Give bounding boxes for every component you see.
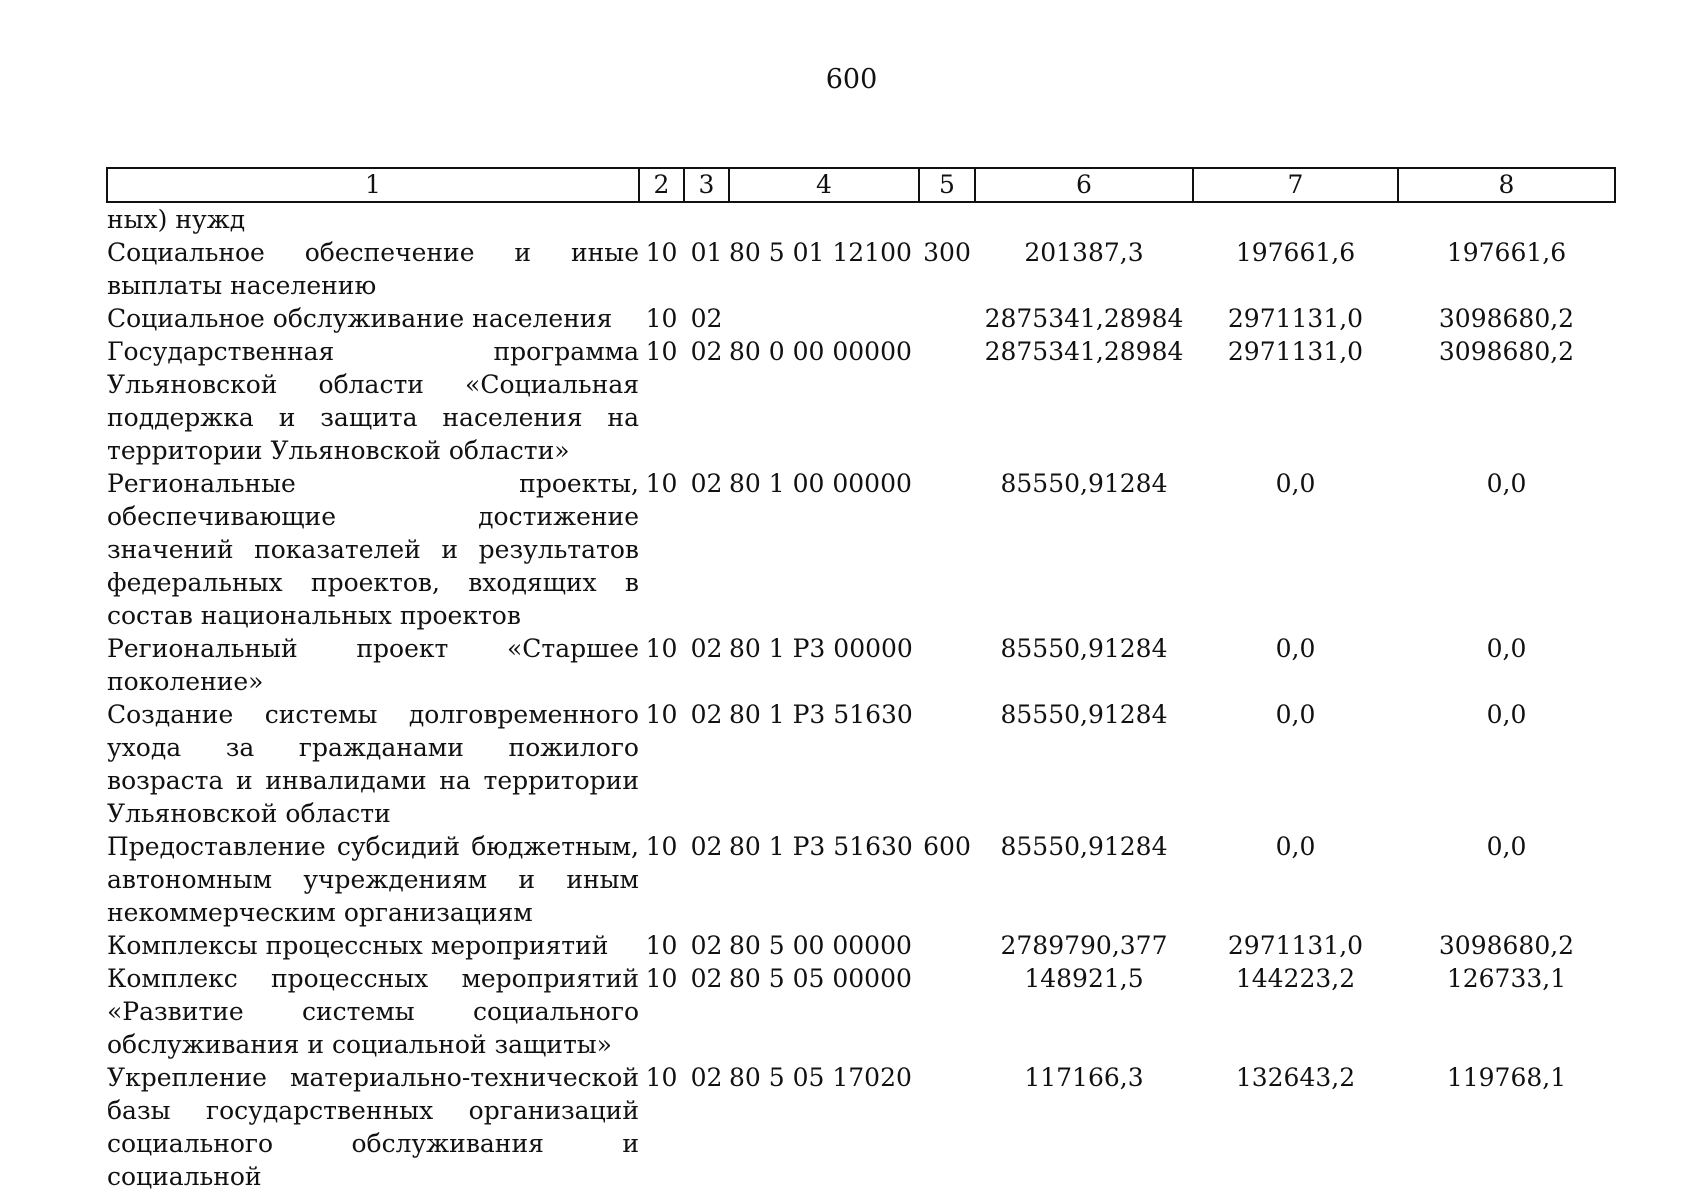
amount-col-7: [1193, 202, 1398, 236]
expense-type-code: [919, 1061, 975, 1193]
page-number: 600: [825, 64, 878, 95]
column-header-7: 7: [1193, 168, 1398, 202]
row-name: Комплексы процессных мероприятий: [107, 931, 609, 960]
expense-type-code: 300: [923, 238, 971, 267]
section-code: 10: [645, 304, 678, 333]
table-row: [107, 335, 1615, 467]
expense-type-code: 600: [923, 832, 971, 861]
section-code: 10: [645, 931, 678, 960]
row-name: Региональные проекты, обеспечивающие достижение значений показателей и результатов федеральных проектов, входящих в состав национальных проектов: [107, 469, 639, 630]
amount-col-8: 0,0: [1486, 469, 1527, 498]
subsection-code: 02: [690, 832, 723, 861]
target-article-code: 80 1 P3 00000: [729, 634, 913, 663]
subsection-code: 02: [690, 700, 723, 729]
subsection-code: 02: [690, 469, 723, 498]
target-article-code: 80 1 P3 51630: [729, 700, 913, 729]
column-header-4: 4: [729, 168, 919, 202]
subsection-code: 01: [690, 238, 723, 267]
expense-type-code: [919, 929, 975, 962]
amount-col-6: 85550,91284: [1000, 634, 1168, 663]
budget-table: [106, 167, 1616, 1193]
amount-col-8: 126733,1: [1446, 964, 1567, 993]
expense-type-code: [919, 202, 975, 236]
expense-type-code: [919, 698, 975, 830]
row-name: Государственная программа Ульяновской области «Социальная поддержка и защита населения на территории Ульяновской области»: [107, 337, 639, 465]
target-article-code: 80 5 01 12100: [729, 238, 912, 267]
row-name: ных) нужд: [107, 205, 246, 234]
subsection-code: 02: [690, 1063, 723, 1092]
table-row: [107, 929, 1615, 962]
amount-col-6: 201387,3: [1024, 238, 1144, 267]
amount-col-8: 0,0: [1486, 634, 1527, 663]
amount-col-8: 0,0: [1486, 832, 1527, 861]
amount-col-8: 197661,6: [1446, 238, 1567, 267]
amount-col-6: 85550,91284: [1000, 832, 1168, 861]
table-row: [107, 236, 1615, 302]
amount-col-6: 2875341,28984: [984, 304, 1184, 333]
amount-col-7: 0,0: [1275, 469, 1316, 498]
amount-col-7: 197661,6: [1235, 238, 1356, 267]
section-code: 10: [645, 469, 678, 498]
target-article-code: 80 0 00 00000: [729, 337, 912, 366]
target-article-code: 80 5 05 17020: [729, 1063, 912, 1092]
amount-col-6: 117166,3: [1024, 1063, 1144, 1092]
table-body: [107, 202, 1615, 1193]
section-code: [639, 202, 684, 236]
amount-col-8: 3098680,2: [1438, 304, 1575, 333]
target-article-code: 80 1 00 00000: [729, 469, 912, 498]
amount-col-7: 144223,2: [1235, 964, 1356, 993]
amount-col-6: 85550,91284: [1000, 700, 1168, 729]
section-code: 10: [645, 832, 678, 861]
table-row: [107, 632, 1615, 698]
table-row: [107, 302, 1615, 335]
column-header-1: 1: [107, 168, 639, 202]
column-header-8: 8: [1398, 168, 1615, 202]
target-article-code: [729, 202, 919, 236]
expense-type-code: [919, 302, 975, 335]
target-article-code: [729, 302, 919, 335]
amount-col-6: [975, 202, 1193, 236]
section-code: 10: [645, 964, 678, 993]
table-row: [107, 962, 1615, 1061]
section-code: 10: [645, 700, 678, 729]
subsection-code: 02: [690, 304, 723, 333]
row-name: Региональный проект «Старшее поколение»: [107, 634, 639, 696]
column-header-6: 6: [975, 168, 1193, 202]
column-header-2: 2: [639, 168, 684, 202]
table-row: [107, 698, 1615, 830]
row-name: Комплекс процессных мероприятий «Развитие системы социального обслуживания и социальной защиты»: [107, 964, 639, 1059]
row-name: Предоставление субсидий бюджетным, автономным учреждениям и иным некоммерческим организациям: [107, 832, 639, 927]
target-article-code: 80 1 P3 51630: [729, 832, 913, 861]
amount-col-7: 2971131,0: [1227, 304, 1364, 333]
amount-col-7: 2971131,0: [1227, 931, 1364, 960]
amount-col-7: 0,0: [1275, 700, 1316, 729]
amount-col-8: 3098680,2: [1438, 931, 1575, 960]
amount-col-7: 132643,2: [1235, 1063, 1356, 1092]
section-code: 10: [645, 634, 678, 663]
target-article-code: 80 5 05 00000: [729, 964, 912, 993]
table-row: [107, 467, 1615, 632]
row-name: Создание системы долговременного ухода за гражданами пожилого возраста и инвалидами на территории Ульяновской области: [107, 700, 639, 828]
subsection-code: 02: [690, 634, 723, 663]
amount-col-6: 2789790,377: [1000, 931, 1168, 960]
subsection-code: [684, 202, 729, 236]
amount-col-7: 0,0: [1275, 832, 1316, 861]
expense-type-code: [919, 962, 975, 1061]
table-row: [107, 202, 1615, 236]
expense-type-code: [919, 467, 975, 632]
table-row: [107, 1061, 1615, 1193]
amount-col-7: 0,0: [1275, 634, 1316, 663]
amount-col-8: 3098680,2: [1438, 337, 1575, 366]
amount-col-8: [1398, 202, 1615, 236]
subsection-code: 02: [690, 964, 723, 993]
table-header-row: [107, 168, 1615, 202]
amount-col-8: 0,0: [1486, 700, 1527, 729]
subsection-code: 02: [690, 337, 723, 366]
amount-col-7: 2971131,0: [1227, 337, 1364, 366]
expense-type-code: [919, 632, 975, 698]
section-code: 10: [645, 1063, 678, 1092]
amount-col-6: 85550,91284: [1000, 469, 1168, 498]
row-name: Укрепление материально-технической базы государственных организаций социального обслуживания и социальной: [107, 1063, 639, 1191]
section-code: 10: [645, 238, 678, 267]
row-name: Социальное обеспечение и иные выплаты населению: [107, 238, 639, 300]
amount-col-8: 119768,1: [1446, 1063, 1567, 1092]
section-code: 10: [645, 337, 678, 366]
amount-col-6: 2875341,28984: [984, 337, 1184, 366]
amount-col-6: 148921,5: [1024, 964, 1144, 993]
table-row: [107, 830, 1615, 929]
subsection-code: 02: [690, 931, 723, 960]
expense-type-code: [919, 335, 975, 467]
column-header-5: 5: [919, 168, 975, 202]
target-article-code: 80 5 00 00000: [729, 931, 912, 960]
row-name: Социальное обслуживание населения: [107, 304, 613, 333]
column-header-3: 3: [684, 168, 729, 202]
